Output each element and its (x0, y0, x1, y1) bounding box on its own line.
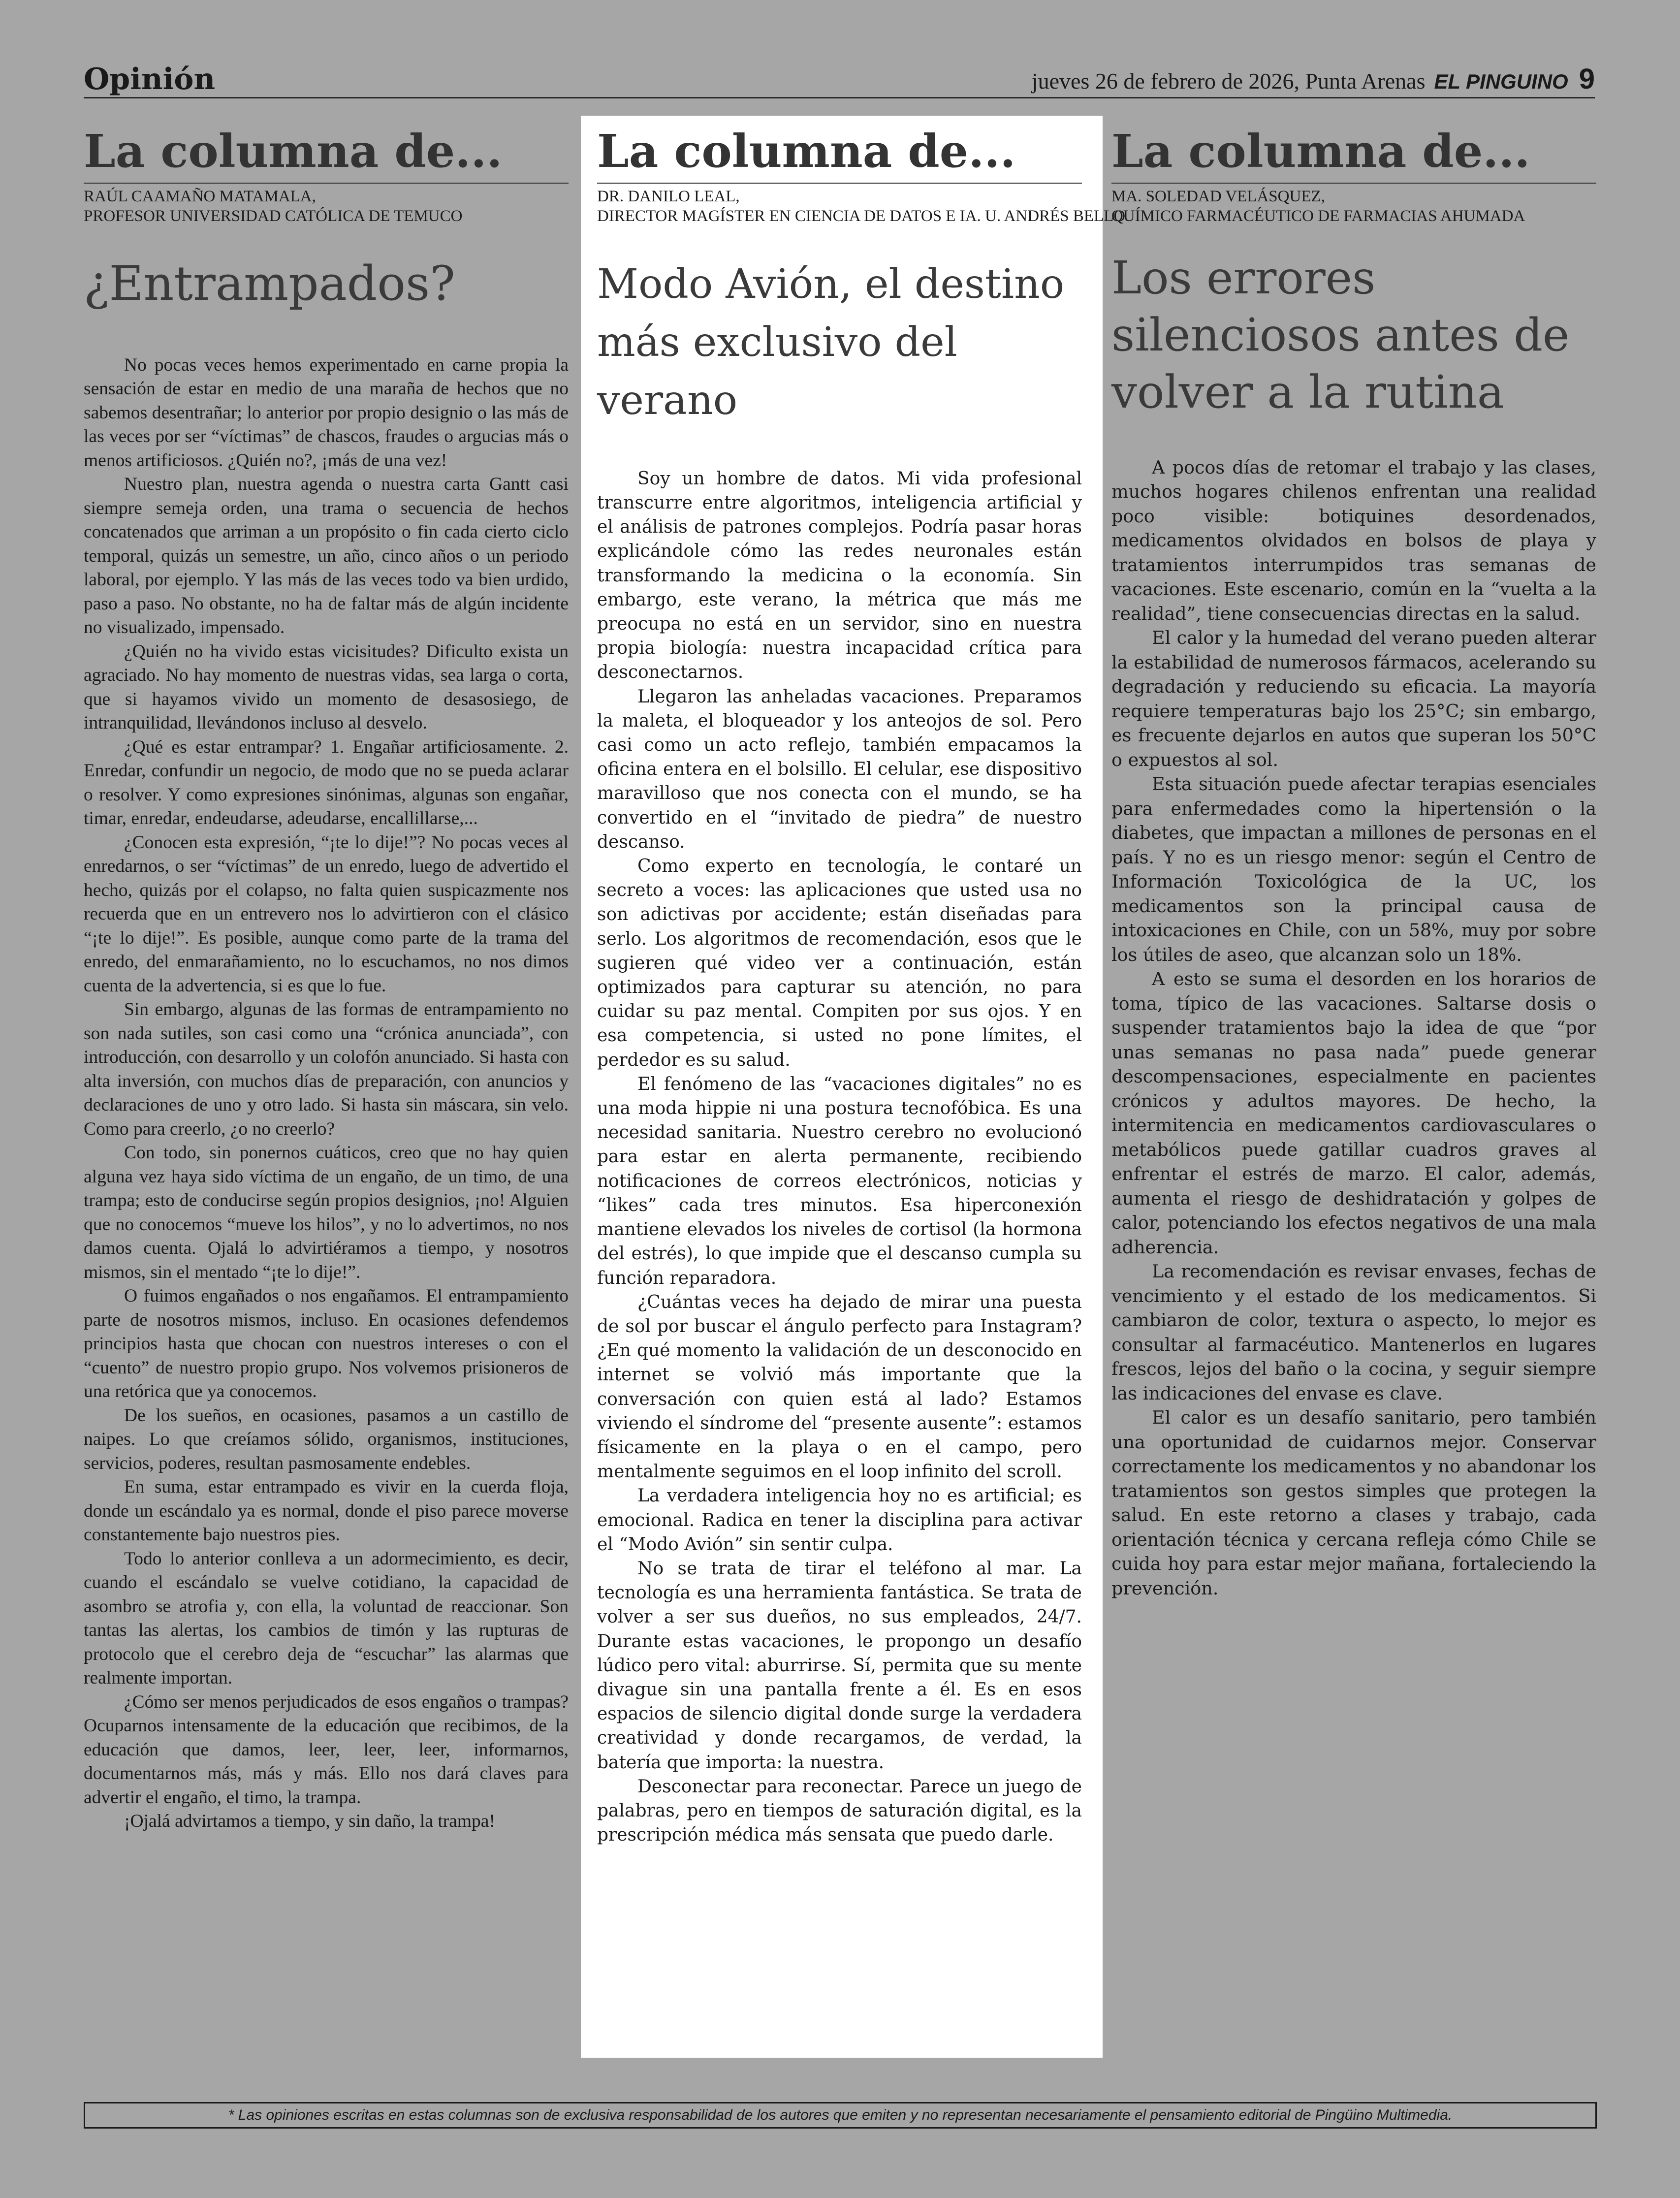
column-kicker: La columna de... (1111, 125, 1530, 178)
article-body (1111, 455, 1596, 1601)
paragraph: No se trata de tirar el teléfono al mar. La tecnología es una herramienta fantástica. Se trata de volver a ser sus dueños, no sus empleados, 24/7. Durante estas vacaciones, le propongo un desafío lúdico pero vital: aburrirse. Sí, permita que su mente divague sin una pantalla frente a él. Es en esos espacios de silencio digital donde surge la verdadera creatividad y donde recargamos, de verdad, la batería que importa: la nuestra. (597, 1558, 1082, 1773)
article-headline: Modo Avión, el destino más exclusivo del verano (597, 260, 1065, 424)
author-name: DR. DANILO LEAL, (597, 187, 740, 205)
author-name: MA. SOLEDAD VELÁSQUEZ, (1111, 187, 1325, 205)
disclaimer-text: * Las opiniones escritas en estas columnas son de exclusiva responsabilidad de los autores que emiten y no representan necesariamente el pensamiento editorial de Pingüino Multimedia. (228, 2107, 1453, 2123)
paragraph: Como experto en tecnología, le contaré un secreto a voces: las aplicaciones que usted usa no son adictivas por accidente; están diseñadas para serlo. Los algoritmos de recomendación, esos que le sugieren qué video ver a continuación, están optimizados para capturar su atención, no para cuidar su paz mental. Compiten por sus ojos. Y en esa competencia, si usted no pone límites, el perdedor es su salud. (597, 856, 1082, 1070)
paragraph: O fuimos engañados o nos engañamos. El entrampamiento parte de nosotros mismos, incluso. En ocasiones defendemos principios hasta que chocan con nuestros intereses o con el “cuento” de nuestro propio grupo. Nos volvemos prisioneros de una retórica que ya conocemos. (84, 1286, 569, 1402)
paragraph: ¿Quién no ha vivido estas vicisitudes? Dificulto exista un agraciado. No hay momento de nuestras vidas, sea larga o corta, que si hayamos vivido un momento de desasosiego, de intranquilidad, llevándonos incluso al desvelo. (84, 641, 569, 733)
paragraph: La recomendación es revisar envases, fechas de vencimiento y el estado de los medicamentos. Si cambiaron de color, textura o aspecto, lo mejor es consultar al farmacéutico. Mantenerlos en lugares frescos, lejos del baño o la cocina, y seguir siempre las indicaciones del envase es clave. (1111, 1261, 1596, 1404)
author-role: DIRECTOR MAGÍSTER EN CIENCIA DE DATOS E IA. U. ANDRÉS BELLO (597, 207, 1126, 225)
author-role: PROFESOR UNIVERSIDAD CATÓLICA DE TEMUCO (84, 207, 463, 225)
paragraph: A esto se suma el desorden en los horarios de toma, típico de las vacaciones. Saltarse dosis o suspender tratamientos bajo la idea de que “por unas semanas no pasa nada” puede generar descompensaciones, especialmente en pacientes crónicos y adultos mayores. De hecho, la intermitencia en medicamentos cardiovasculares o metabólicos puede gatillar cuadros graves al enfrentar el estrés de marzo. El calor, además, aumenta el riesgo de deshidratación y golpes de calor, potenciando los efectos negativos de una mala adherencia. (1111, 968, 1596, 1258)
paragraph: Desconectar para reconectar. Parece un juego de palabras, pero en tiempos de saturación digital, es la prescripción médica más sensata que puedo darle. (597, 1776, 1082, 1846)
paragraph: El calor es un desafío sanitario, pero también una oportunidad de cuidarnos mejor. Conservar correctamente los medicamentos y no abandonar los tratamientos son gestos simples que protegen la salud. En este retorno a clases y trabajo, cada orientación técnica y cercana refleja cómo Chile se cuida hoy para estar mejor mañana, fortaleciendo la prevención. (1111, 1407, 1596, 1599)
author-role: QUÍMICO FARMACÉUTICO DE FARMACIAS AHUMADA (1111, 207, 1525, 225)
byline (1111, 183, 1596, 226)
paragraph: De los sueños, en ocasiones, pasamos a un castillo de naipes. Lo que creíamos sólido, organismos, instituciones, servicios, poderes, resultan pasmosamente endebles. (84, 1405, 569, 1473)
paragraph: ¿Qué es estar entrampar? 1. Engañar artificiosamente. 2. Enredar, confundir un negocio, de modo que no se pueda aclarar o resolver. Y como expresiones sinónimas, algunas son engañar, timar, enredar, endeudarse, adeudarse, encallillarse,... (84, 736, 569, 829)
date-place: jueves 26 de febrero de 2026, Punta Arenas (1031, 68, 1426, 94)
page-number: 9 (1579, 63, 1595, 95)
paragraph: No pocas veces hemos experimentado en carne propia la sensación de estar en medio de una maraña de hechos que no sabemos desentrañar; lo anterior por propio designio o las más de las veces por ser “víctimas” de chascos, fraudes o argucias más o menos artificiosos. ¿Quién no?, ¡más de una vez! (84, 354, 569, 471)
paragraph: En suma, estar entrampado es vivir en la cuerda floja, donde un escándalo ya es normal, donde el piso parece moverse constantemente bajo nuestros pies. (84, 1477, 569, 1545)
paragraph: Nuestro plan, nuestra agenda o nuestra carta Gantt casi siempre semeja orden, una trama o secuencia de hechos concatenados que arriman a un propósito o fin cada cierto ciclo temporal, quizás un semestre, un año, cinco años o un periodo laboral, por ejemplo. Y las más de las veces todo va bien urdido, paso a paso. No obstante, no ha de faltar más de algún incidente no visualizado, impensado. (84, 474, 569, 638)
author-name: RAÚL CAAMAÑO MATAMALA, (84, 187, 316, 205)
disclaimer-box (84, 2102, 1597, 2129)
paragraph: Con todo, sin ponernos cuáticos, creo que no hay quien alguna vez haya sido víctima de un engaño, de un timo, de una trampa; esto de conducirse según propios designios, ¡no! Alguien que no conocemos “mueve los hilos”, y no lo advertimos, no nos damos cuenta. Ojalá lo advirtiéramos a tiempo, y nosotros mismos, sin el mentado “¡te lo dije!”. (84, 1143, 569, 1282)
column-velasquez (1111, 116, 1596, 1600)
column-kicker: La columna de... (84, 125, 503, 178)
paragraph: Sin embargo, algunas de las formas de entrampamiento no son nada sutiles, son casi como una “crónica anunciada”, con introducción, con desarrollo y un colofón anunciado. Si hasta con alta inversión, con muchos días de preparación, con anuncios y declaraciones de uno y otro lado. Si hasta sin máscara, sin velo. Como para creerlo, ¿o no creerlo? (84, 999, 569, 1139)
paragraph: El calor y la humedad del verano pueden alterar la estabilidad de numerosos fármacos, acelerando su degradación y reduciendo su eficacia. La mayoría requiere temperaturas bajo los 25°C; sin embargo, es frecuente dejarlos en autos que superan los 50°C o expuestos al sol. (1111, 627, 1596, 770)
paragraph: ¿Cómo ser menos perjudicados de esos engaños o trampas? Ocuparnos intensamente de la educación que recibimos, de la educación que damos, leer, leer, leer, informarnos, documentarnos más, más y más. Ello nos dará claves para advertir el engaño, el timo, la trampa. (84, 1691, 569, 1808)
column-leal (581, 116, 1126, 2058)
article-body (597, 467, 1082, 1848)
byline (597, 183, 1126, 226)
column-kicker: La columna de... (597, 125, 1016, 178)
paragraph: ¡Ojalá advirtamos a tiempo, y sin daño, la trampa! (124, 1811, 495, 1832)
paragraph: Todo lo anterior conlleva a un adormecimiento, es decir, cuando el escándalo se vuelve cotidiano, la capacidad de asombro se atrofia y, con ella, la voluntad de reaccionar. Son tantas las alertas, los cambios de timón y las rupturas de protocolo que el cerebro deja de “escuchar” las alarmas que realmente importan. (84, 1548, 569, 1688)
paragraph: Llegaron las anheladas vacaciones. Preparamos la maleta, el bloqueador y los anteojos de sol. Pero casi como un acto reflejo, también empacamos la oficina entera en el bolsillo. El celular, ese dispositivo maravilloso que nos conecta con el mundo, se ha convertido en el “invitado de piedra” de nuestro descanso. (597, 686, 1082, 852)
newspaper-name: EL PINGUINO (1434, 70, 1568, 93)
paragraph: Esta situación puede afectar terapias esenciales para enfermedades como la hipertensión o la diabetes, que impactan a millones de personas en el país. Y no es un riesgo menor: según el Centro de Información Toxicológica de la UC, los medicamentos son la principal causa de intoxicaciones en Chile, con un 58%, muy por sobre los útiles de aseo, que alcanzan solo un 18%. (1111, 773, 1596, 965)
page-header (84, 62, 1595, 98)
article-headline: ¿Entrampados? (84, 255, 455, 311)
paragraph: ¿Cuántas veces ha dejado de mirar una puesta de sol por buscar el ángulo perfecto para Instagram? ¿En qué momento la validación de un desconocido en internet se volvió más importante que la conversación con quien está al lado? Estamos viviendo el síndrome del “presente ausente”: estamos físicamente en la playa o en el campo, pero mentalmente seguimos en el loop infinito del scroll. (597, 1292, 1082, 1482)
paragraph: ¿Conocen esta expresión, “¡te lo dije!”? No pocas veces al enredarnos, o ser “víctimas” de un enredo, luego de advertido el hecho, quizás por el colapso, no falta quien suspicazmente nos recuerda que en un entrevero nos lo advirtieron con el clásico “¡te lo dije!”. Es posible, aunque como parte de la trama del enredo, del enmarañamiento, no lo escuchamos, no nos dimos cuenta de la advertencia, si es que lo fue. (84, 832, 569, 996)
byline (84, 183, 569, 226)
paragraph: A pocos días de retomar el trabajo y las clases, muchos hogares chilenos enfrentan una realidad poco visible: botiquines desordenados, medicamentos olvidados en bolsos de playa y tratamientos interrumpidos tras semanas de vacaciones. Este escenario, común en la “vuelta a la realidad”, tiene consecuencias directas en la salud. (1111, 456, 1596, 624)
paragraph: Soy un hombre de datos. Mi vida profesional transcurre entre algoritmos, inteligencia artificial y el análisis de patrones complejos. Podría pasar horas explicándole cómo las redes neuronales están transformando la medicina o la economía. Sin embargo, este verano, la métrica que más me preocupa no está en un servidor, sino en nuestra propia biología: nuestra incapacidad crítica para desconectarnos. (597, 468, 1082, 683)
paragraph: El fenómeno de las “vacaciones digitales” no es una moda hippie ni una postura tecnofóbica. Es una necesidad sanitaria. Nuestro cerebro no evolucionó para estar en alerta permanente, recibiendo notificaciones de correos electrónicos, noticias y “likes” cada tres minutos. Esa hiperconexión mantiene elevados los niveles de cortisol (la hormona del estrés), lo que impide que el descanso cumpla su función reparadora. (597, 1074, 1082, 1288)
section-name: Opinión (84, 62, 216, 96)
paragraph: La verdadera inteligencia hoy no es artificial; es emocional. Radica en tener la disciplina para activar el “Modo Avión” sin sentir culpa. (597, 1486, 1082, 1555)
dateline (1032, 62, 1595, 99)
article-body (84, 353, 569, 1834)
article-headline: Los errores silenciosos antes de volver a la rutina (1111, 251, 1570, 418)
column-caamano (84, 116, 569, 1834)
